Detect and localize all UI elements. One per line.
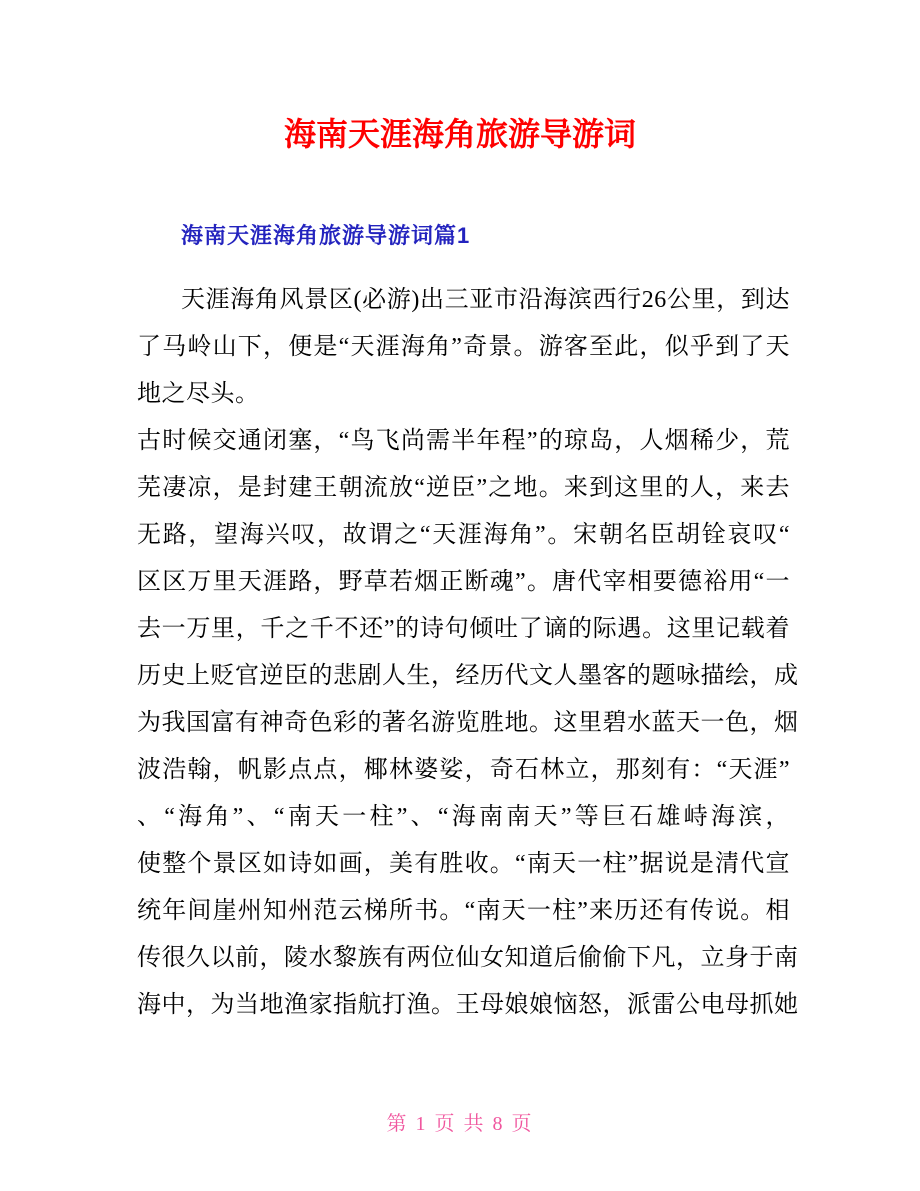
- body-line: 统年间崖州知州范云梯所书。“南天一柱”来历还有传说。相: [137, 898, 790, 924]
- body-line: 、“海角”、“南天一柱”、“海南南天”等巨石雄峙海滨，: [137, 804, 790, 830]
- body-line: 天涯海角风景区(必游)出三亚市沿海滨西行26公里，到达: [181, 287, 790, 313]
- body-line: 去一万里，千之千不还”的诗句倾吐了谪的际遇。这里记载着: [137, 616, 790, 642]
- body-line: 区区万里天涯路，野草若烟正断魂”。唐代宰相要德裕用“一: [137, 569, 790, 595]
- body-line: 为我国富有神奇色彩的著名游览胜地。这里碧水蓝天一色，烟: [137, 710, 799, 736]
- body-line: 传很久以前，陵水黎族有两位仙女知道后偷偷下凡，立身于南: [137, 945, 799, 971]
- body-line: 海中，为当地渔家指航打渔。王母娘娘恼怒，派雷公电母抓她: [137, 992, 799, 1018]
- body-line: 古时候交通闭塞，“鸟飞尚需半年程”的琼岛，人烟稀少，荒: [137, 428, 790, 454]
- section-heading: 海南天涯海角旅游导游词篇1: [181, 223, 471, 248]
- body-line: 了马岭山下，便是“天涯海角”奇景。游客至此，似乎到了天: [137, 334, 790, 360]
- body-line: 芜凄凉，是封建王朝流放“逆臣”之地。来到这里的人，来去: [137, 475, 790, 501]
- body-line: 历史上贬官逆臣的悲剧人生，经历代文人墨客的题咏描绘，成: [137, 663, 799, 689]
- body-line: 地之尽头。: [137, 381, 260, 407]
- page-footer: 第 1 页 共 8 页: [386, 1113, 534, 1135]
- document-title: 海南天涯海角旅游导游词: [283, 116, 636, 152]
- body-line: 使整个景区如诗如画，美有胜收。“南天一柱”据说是清代宣: [137, 851, 790, 877]
- body-line: 波浩翰，帆影点点，椰林婆娑，奇石林立，那刻有：“天涯”: [137, 757, 790, 783]
- body-line: 无路，望海兴叹，故谓之“天涯海角”。宋朝名臣胡铨哀叹“: [137, 522, 790, 548]
- document-body: [137, 277, 799, 1029]
